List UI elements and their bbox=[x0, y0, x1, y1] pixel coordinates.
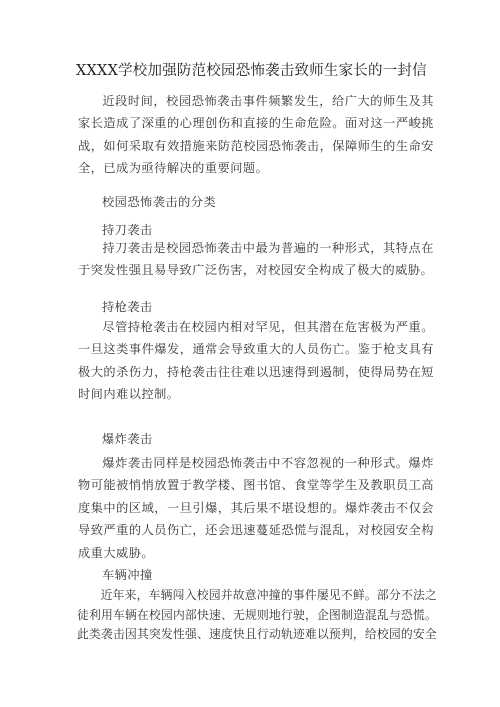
gun-attack-paragraph: 尽管持枪袭击在校园内相对罕见，但其潜在危害极为严重。一旦这类事件爆发，通常会导致重大的人员伤亡。鉴于枪支具有极大的杀伤力，持枪袭击往往难以迅速得到遏制，使得局势在短时间内难以控制。 bbox=[78, 320, 434, 402]
vehicle-attack-heading: 车辆冲撞 bbox=[102, 568, 153, 582]
gun-attack-heading: 持枪袭击 bbox=[102, 300, 153, 314]
document-title: XXXX学校加强防范校园恐怖袭击致师生家长的一封信 bbox=[76, 63, 427, 79]
bomb-attack-heading: 爆炸袭击 bbox=[102, 432, 153, 446]
bomb-attack-paragraph: 爆炸袭击同样是校园恐怖袭击中不容忽视的一种形式。爆炸物可能被悄悄放置于教学楼、图书馆、食堂等学生及教职员工高度集中的区域，一旦引爆，其后果不堪设想的。爆炸袭击不仅会导致严重的人员伤亡，还会迅速蔓延恐慌与混乱，对校园安全构成重大威胁。 bbox=[78, 456, 434, 560]
intro-paragraph: 近段时间，校园恐怖袭击事件频繁发生，给广大的师生及其家长造成了深重的心理创伤和直接的生命危险。面对这一严峻挑战，如何采取有效措施来防范校园恐怖袭击，保障师生的生命安全，已成为亟待解决的重要问题。 bbox=[78, 94, 434, 176]
section-heading: 校园恐怖袭击的分类 bbox=[102, 195, 217, 209]
knife-attack-heading: 持刀袭击 bbox=[102, 223, 153, 237]
knife-attack-paragraph: 持刀袭击是校园恐怖袭击中最为普遍的一种形式，其特点在于突发性强且易导致广泛伤害，对校园安全构成了极大的威胁。 bbox=[78, 241, 434, 278]
vehicle-attack-paragraph: 近年来，车辆闯入校园并故意冲撞的事件屡见不鲜。部分不法之徒利用车辆在校园内部快速、无规则地行驶，企图制造混乱与恐慌。此类袭击因其突发性强、速度快且行动轨迹难以预判，给校园的安全 bbox=[77, 588, 437, 642]
